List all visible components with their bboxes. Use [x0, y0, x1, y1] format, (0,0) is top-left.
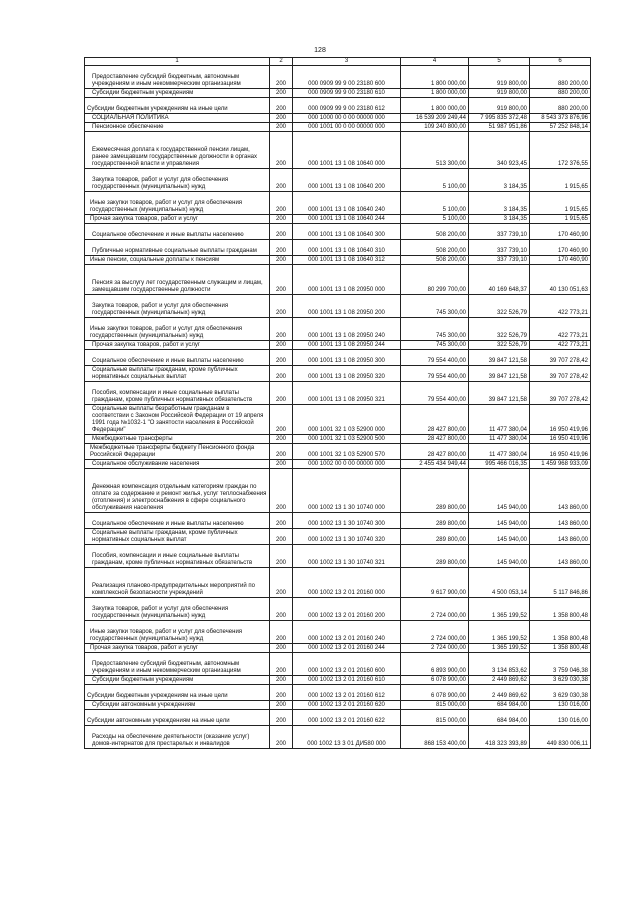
- row-executed-cell: 11 477 380,04: [469, 435, 530, 444]
- table-row: [85, 295, 591, 318]
- column-header: 3: [293, 58, 401, 66]
- row-approved-cell: 28 427 800,00: [401, 444, 469, 460]
- table-row: [85, 215, 591, 224]
- row-unexecuted-cell: 1 915,65: [530, 169, 591, 192]
- row-approved-cell: 5 100,00: [401, 192, 469, 215]
- row-budget-code-cell: 000 1002 13 3 01 ДИ580 000: [293, 726, 401, 749]
- row-name-cell: Закупка товаров, работ и услуг для обеспечения государственных (муниципальных) нужд: [85, 295, 270, 318]
- table-row: [85, 701, 591, 710]
- row-budget-code-cell: 000 1001 13 1 08 20950 200: [293, 295, 401, 318]
- row-unexecuted-cell: 1 915,65: [530, 192, 591, 215]
- row-budget-code-cell: 000 1002 13 2 01 20160 244: [293, 644, 401, 653]
- row-budget-code-cell: 000 1001 13 1 08 20950 321: [293, 382, 401, 405]
- row-approved-cell: 5 100,00: [401, 169, 469, 192]
- row-name-cell: Социальные выплаты безработным гражданам в соответствии с Законом Российской Федерации от 19 апреля 1991 года №1032-1 "О занятости населения в Российской Федерации": [85, 405, 270, 435]
- row-budget-code-cell: 000 1000 00 0 00 00000 000: [293, 114, 401, 123]
- row-executed-cell: 145 940,00: [469, 545, 530, 568]
- row-executed-cell: 684 984,00: [469, 710, 530, 726]
- row-approved-cell: 1 800 000,00: [401, 89, 469, 98]
- row-budget-code-cell: 000 1002 13 2 01 20160 000: [293, 568, 401, 598]
- row-executed-cell: 11 477 380,04: [469, 405, 530, 435]
- row-name-cell: Субсидии автономным учреждениям на иные цели: [85, 710, 270, 726]
- row-line-code-cell: 200: [270, 89, 293, 98]
- row-executed-cell: 4 500 053,14: [469, 568, 530, 598]
- row-approved-cell: 508 200,00: [401, 224, 469, 240]
- row-line-code-cell: 200: [270, 123, 293, 132]
- row-line-code-cell: 200: [270, 653, 293, 676]
- row-name-cell: Прочая закупка товаров, работ и услуг: [85, 644, 270, 653]
- row-budget-code-cell: 000 1001 13 1 08 10640 300: [293, 224, 401, 240]
- row-line-code-cell: 200: [270, 435, 293, 444]
- row-approved-cell: 2 724 000,00: [401, 621, 469, 644]
- row-name-cell: Предоставление субсидий бюджетным, автономным учреждениям и иным некоммерческим организациям: [85, 66, 270, 89]
- row-unexecuted-cell: 39 707 278,42: [530, 366, 591, 382]
- row-budget-code-cell: 000 1002 00 0 00 00000 000: [293, 460, 401, 469]
- row-name-cell: Публичные нормативные социальные выплаты гражданам: [85, 240, 270, 256]
- row-approved-cell: 5 100,00: [401, 215, 469, 224]
- row-executed-cell: 1 365 199,52: [469, 621, 530, 644]
- row-budget-code-cell: 000 1001 13 1 08 10640 312: [293, 256, 401, 265]
- row-name-cell: Иные закупки товаров, работ и услуг для обеспечения государственных (муниципальных) нужд: [85, 192, 270, 215]
- row-unexecuted-cell: 1 358 800,48: [530, 621, 591, 644]
- row-unexecuted-cell: 422 773,21: [530, 318, 591, 341]
- row-approved-cell: 79 554 400,00: [401, 350, 469, 366]
- row-unexecuted-cell: 16 950 419,96: [530, 444, 591, 460]
- row-name-cell: Субсидии бюджетным учреждениям на иные цели: [85, 685, 270, 701]
- row-unexecuted-cell: 422 773,21: [530, 295, 591, 318]
- table-row: [85, 726, 591, 749]
- row-executed-cell: 145 940,00: [469, 513, 530, 529]
- row-budget-code-cell: 000 1001 00 0 00 00000 000: [293, 123, 401, 132]
- row-line-code-cell: 200: [270, 726, 293, 749]
- row-unexecuted-cell: 130 016,00: [530, 710, 591, 726]
- row-name-cell: Расходы на обеспечение деятельности (оказание услуг) домов-интернатов для престарелых и инвалидов: [85, 726, 270, 749]
- row-line-code-cell: 200: [270, 66, 293, 89]
- table-row: [85, 318, 591, 341]
- row-executed-cell: 39 847 121,58: [469, 366, 530, 382]
- table-row: [85, 405, 591, 435]
- row-executed-cell: 3 184,35: [469, 169, 530, 192]
- table-row: [85, 435, 591, 444]
- row-executed-cell: 337 739,10: [469, 240, 530, 256]
- row-name-cell: Иные закупки товаров, работ и услуг для обеспечения государственных (муниципальных) нужд: [85, 318, 270, 341]
- row-unexecuted-cell: 880 200,00: [530, 66, 591, 89]
- row-budget-code-cell: 000 1001 32 1 03 52900 500: [293, 435, 401, 444]
- row-name-cell: Прочая закупка товаров, работ и услуг: [85, 341, 270, 350]
- table-row: [85, 469, 591, 513]
- row-line-code-cell: 200: [270, 460, 293, 469]
- row-executed-cell: 995 466 016,35: [469, 460, 530, 469]
- row-budget-code-cell: 000 1001 13 1 08 10640 200: [293, 169, 401, 192]
- row-unexecuted-cell: 422 773,21: [530, 341, 591, 350]
- table-row: [85, 350, 591, 366]
- row-approved-cell: 2 724 000,00: [401, 598, 469, 621]
- row-budget-code-cell: 000 1002 13 2 01 20160 600: [293, 653, 401, 676]
- row-line-code-cell: 200: [270, 256, 293, 265]
- row-budget-code-cell: 000 1001 13 1 08 10640 310: [293, 240, 401, 256]
- row-budget-code-cell: 000 1001 13 1 08 20950 240: [293, 318, 401, 341]
- row-unexecuted-cell: 170 460,90: [530, 240, 591, 256]
- page-number: 128: [314, 47, 326, 54]
- table-row: [85, 513, 591, 529]
- row-unexecuted-cell: 16 950 419,96: [530, 435, 591, 444]
- row-executed-cell: 2 449 869,62: [469, 676, 530, 685]
- row-name-cell: Межбюджетные трансферты: [85, 435, 270, 444]
- row-name-cell: Субсидии бюджетным учреждениям: [85, 89, 270, 98]
- table-row: [85, 460, 591, 469]
- row-name-cell: Ежемесячная доплата к государственной пенсии лицам, ранее замещавшим государственные должности в органах государственной власти и управления: [85, 132, 270, 169]
- table-row: [85, 265, 591, 295]
- table-row: [85, 256, 591, 265]
- table-row: [85, 710, 591, 726]
- row-line-code-cell: 200: [270, 568, 293, 598]
- row-unexecuted-cell: 143 860,00: [530, 513, 591, 529]
- row-executed-cell: 322 526,79: [469, 341, 530, 350]
- row-approved-cell: 868 153 400,00: [401, 726, 469, 749]
- row-line-code-cell: 200: [270, 685, 293, 701]
- row-executed-cell: 39 847 121,58: [469, 350, 530, 366]
- row-line-code-cell: 200: [270, 215, 293, 224]
- row-line-code-cell: 200: [270, 114, 293, 123]
- table-row: [85, 685, 591, 701]
- row-line-code-cell: 200: [270, 224, 293, 240]
- row-approved-cell: 508 200,00: [401, 256, 469, 265]
- row-unexecuted-cell: 1 915,65: [530, 215, 591, 224]
- row-approved-cell: 289 800,00: [401, 529, 469, 545]
- row-executed-cell: 3 184,35: [469, 215, 530, 224]
- row-budget-code-cell: 000 1002 13 1 30 10740 000: [293, 469, 401, 513]
- row-budget-code-cell: 000 0909 99 9 00 23180 612: [293, 98, 401, 114]
- row-approved-cell: 745 300,00: [401, 295, 469, 318]
- row-executed-cell: 3 134 853,62: [469, 653, 530, 676]
- row-approved-cell: 1 800 000,00: [401, 66, 469, 89]
- table-row: [85, 382, 591, 405]
- row-name-cell: Закупка товаров, работ и услуг для обеспечения государственных (муниципальных) нужд: [85, 169, 270, 192]
- row-unexecuted-cell: 143 860,00: [530, 545, 591, 568]
- table-row: [85, 66, 591, 89]
- row-budget-code-cell: 000 1002 13 2 01 20160 610: [293, 676, 401, 685]
- row-unexecuted-cell: 130 016,00: [530, 701, 591, 710]
- row-name-cell: Социальное обеспечение и иные выплаты населению: [85, 224, 270, 240]
- row-name-cell: Межбюджетные трансферты бюджету Пенсионного фонда Российской Федерации: [85, 444, 270, 460]
- table-row: [85, 444, 591, 460]
- table-row: [85, 123, 591, 132]
- row-unexecuted-cell: 8 543 373 876,96: [530, 114, 591, 123]
- row-name-cell: Субсидии автономным учреждениям: [85, 701, 270, 710]
- row-name-cell: СОЦИАЛЬНАЯ ПОЛИТИКА: [85, 114, 270, 123]
- row-name-cell: Социальные выплаты гражданам, кроме публичных нормативных социальных выплат: [85, 529, 270, 545]
- row-name-cell: Пенсионное обеспечение: [85, 123, 270, 132]
- row-line-code-cell: 200: [270, 192, 293, 215]
- row-name-cell: Пособия, компенсации и иные социальные выплаты гражданам, кроме публичных нормативных обязательств: [85, 545, 270, 568]
- row-line-code-cell: 200: [270, 444, 293, 460]
- row-budget-code-cell: 000 1001 32 1 03 52900 570: [293, 444, 401, 460]
- table-row: [85, 545, 591, 568]
- row-approved-cell: 6 078 900,00: [401, 685, 469, 701]
- row-executed-cell: 322 526,79: [469, 318, 530, 341]
- row-name-cell: Субсидии бюджетным учреждениям на иные цели: [85, 98, 270, 114]
- row-unexecuted-cell: 880 200,00: [530, 98, 591, 114]
- row-unexecuted-cell: 39 707 278,42: [530, 350, 591, 366]
- row-budget-code-cell: 000 1002 13 2 01 20160 612: [293, 685, 401, 701]
- row-line-code-cell: 200: [270, 366, 293, 382]
- row-budget-code-cell: 000 1002 13 2 01 20160 622: [293, 710, 401, 726]
- row-name-cell: Пособия, компенсации и иные социальные выплаты гражданам, кроме публичных нормативных обязательств: [85, 382, 270, 405]
- row-executed-cell: 11 477 380,04: [469, 444, 530, 460]
- row-line-code-cell: 200: [270, 295, 293, 318]
- row-approved-cell: 79 554 400,00: [401, 382, 469, 405]
- row-unexecuted-cell: 3 759 046,38: [530, 653, 591, 676]
- row-executed-cell: 7 995 835 372,48: [469, 114, 530, 123]
- row-unexecuted-cell: 5 117 846,86: [530, 568, 591, 598]
- row-unexecuted-cell: 1 358 800,48: [530, 598, 591, 621]
- row-budget-code-cell: 000 1001 13 1 08 10640 000: [293, 132, 401, 169]
- table-row: [85, 568, 591, 598]
- row-line-code-cell: 200: [270, 405, 293, 435]
- row-budget-code-cell: 000 1002 13 2 01 20160 200: [293, 598, 401, 621]
- row-approved-cell: 9 617 900,00: [401, 568, 469, 598]
- table-row: [85, 676, 591, 685]
- row-budget-code-cell: 000 1001 13 1 08 10640 244: [293, 215, 401, 224]
- row-approved-cell: 289 800,00: [401, 513, 469, 529]
- table-row: [85, 529, 591, 545]
- row-approved-cell: 289 800,00: [401, 545, 469, 568]
- row-unexecuted-cell: 57 252 848,14: [530, 123, 591, 132]
- row-budget-code-cell: 000 1001 32 1 03 52900 000: [293, 405, 401, 435]
- row-line-code-cell: 200: [270, 598, 293, 621]
- row-line-code-cell: 200: [270, 350, 293, 366]
- row-budget-code-cell: 000 1002 13 2 01 20160 620: [293, 701, 401, 710]
- column-header: 2: [270, 58, 293, 66]
- row-executed-cell: 337 739,10: [469, 256, 530, 265]
- row-executed-cell: 3 184,35: [469, 192, 530, 215]
- row-name-cell: Предоставление субсидий бюджетным, автономным учреждениям и иным некоммерческим организациям: [85, 653, 270, 676]
- row-line-code-cell: 200: [270, 382, 293, 405]
- row-executed-cell: 919 800,00: [469, 66, 530, 89]
- row-executed-cell: 1 365 199,52: [469, 644, 530, 653]
- row-unexecuted-cell: 16 950 419,96: [530, 405, 591, 435]
- row-name-cell: Иные закупки товаров, работ и услуг для обеспечения государственных (муниципальных) нужд: [85, 621, 270, 644]
- row-name-cell: Прочая закупка товаров, работ и услуг: [85, 215, 270, 224]
- table-row: [85, 132, 591, 169]
- column-header: 1: [85, 58, 270, 66]
- row-line-code-cell: 200: [270, 676, 293, 685]
- table-row: [85, 240, 591, 256]
- row-executed-cell: 322 526,79: [469, 295, 530, 318]
- row-line-code-cell: 200: [270, 545, 293, 568]
- row-unexecuted-cell: 880 200,00: [530, 89, 591, 98]
- row-approved-cell: 16 539 209 249,44: [401, 114, 469, 123]
- column-header: 4: [401, 58, 469, 66]
- table-row: [85, 598, 591, 621]
- table-row: [85, 341, 591, 350]
- row-budget-code-cell: 000 0909 99 9 00 23180 610: [293, 89, 401, 98]
- row-line-code-cell: 200: [270, 469, 293, 513]
- row-unexecuted-cell: 143 860,00: [530, 469, 591, 513]
- row-name-cell: Иные пенсии, социальные доплаты к пенсиям: [85, 256, 270, 265]
- row-budget-code-cell: 000 1001 13 1 08 10640 240: [293, 192, 401, 215]
- row-line-code-cell: 200: [270, 621, 293, 644]
- row-unexecuted-cell: 1 358 800,48: [530, 644, 591, 653]
- row-budget-code-cell: 000 1002 13 2 01 20160 240: [293, 621, 401, 644]
- row-unexecuted-cell: 39 707 278,42: [530, 382, 591, 405]
- row-line-code-cell: 200: [270, 513, 293, 529]
- row-budget-code-cell: 000 1001 13 1 08 20950 320: [293, 366, 401, 382]
- row-approved-cell: 815 000,00: [401, 701, 469, 710]
- row-approved-cell: 6 078 900,00: [401, 676, 469, 685]
- row-name-cell: Пенсия за выслугу лет государственным служащим и лицам, замещавшим государственные должности: [85, 265, 270, 295]
- row-name-cell: Реализация планово-предупредительных мероприятий по комплексной безопасности учреждений: [85, 568, 270, 598]
- row-unexecuted-cell: 170 460,90: [530, 224, 591, 240]
- row-approved-cell: 6 893 900,00: [401, 653, 469, 676]
- row-unexecuted-cell: 143 860,00: [530, 529, 591, 545]
- row-approved-cell: 2 724 000,00: [401, 644, 469, 653]
- column-header: 5: [469, 58, 530, 66]
- row-executed-cell: 919 800,00: [469, 89, 530, 98]
- row-line-code-cell: 200: [270, 529, 293, 545]
- row-unexecuted-cell: 40 130 051,63: [530, 265, 591, 295]
- row-unexecuted-cell: 449 830 006,11: [530, 726, 591, 749]
- row-executed-cell: 40 169 648,37: [469, 265, 530, 295]
- row-name-cell: Социальное обслуживание населения: [85, 460, 270, 469]
- row-line-code-cell: 200: [270, 169, 293, 192]
- row-executed-cell: 1 365 199,52: [469, 598, 530, 621]
- row-executed-cell: 2 449 869,62: [469, 685, 530, 701]
- row-line-code-cell: 200: [270, 644, 293, 653]
- row-approved-cell: 2 455 434 949,44: [401, 460, 469, 469]
- row-name-cell: Закупка товаров, работ и услуг для обеспечения государственных (муниципальных) нужд: [85, 598, 270, 621]
- row-executed-cell: 337 739,10: [469, 224, 530, 240]
- row-approved-cell: 109 240 800,00: [401, 123, 469, 132]
- row-executed-cell: 418 323 393,89: [469, 726, 530, 749]
- table-row: [85, 192, 591, 215]
- row-line-code-cell: 200: [270, 132, 293, 169]
- row-unexecuted-cell: 3 629 030,38: [530, 685, 591, 701]
- row-executed-cell: 340 923,45: [469, 132, 530, 169]
- table-row: [85, 644, 591, 653]
- table-body: [85, 66, 591, 749]
- row-line-code-cell: 200: [270, 341, 293, 350]
- row-name-cell: Субсидии бюджетным учреждениям: [85, 676, 270, 685]
- row-executed-cell: 919 800,00: [469, 98, 530, 114]
- table-row: [85, 89, 591, 98]
- row-unexecuted-cell: 1 459 968 933,09: [530, 460, 591, 469]
- row-name-cell: Социальное обеспечение и иные выплаты населению: [85, 350, 270, 366]
- row-name-cell: Социальные выплаты гражданам, кроме публичных нормативных социальных выплат: [85, 366, 270, 382]
- row-approved-cell: 28 427 800,00: [401, 405, 469, 435]
- table-row: [85, 114, 591, 123]
- table-row: [85, 366, 591, 382]
- row-approved-cell: 745 300,00: [401, 341, 469, 350]
- row-unexecuted-cell: 172 376,55: [530, 132, 591, 169]
- row-unexecuted-cell: 170 460,90: [530, 256, 591, 265]
- row-line-code-cell: 200: [270, 318, 293, 341]
- row-line-code-cell: 200: [270, 710, 293, 726]
- row-approved-cell: 289 800,00: [401, 469, 469, 513]
- table-row: [85, 621, 591, 644]
- row-budget-code-cell: 000 1001 13 1 08 20950 244: [293, 341, 401, 350]
- column-header: 6: [530, 58, 591, 66]
- row-line-code-cell: 200: [270, 265, 293, 295]
- row-budget-code-cell: 000 1002 13 1 30 10740 300: [293, 513, 401, 529]
- budget-table: [84, 57, 591, 749]
- row-approved-cell: 513 300,00: [401, 132, 469, 169]
- row-line-code-cell: 200: [270, 701, 293, 710]
- row-approved-cell: 508 200,00: [401, 240, 469, 256]
- row-executed-cell: 145 940,00: [469, 529, 530, 545]
- row-executed-cell: 145 940,00: [469, 469, 530, 513]
- row-approved-cell: 815 000,00: [401, 710, 469, 726]
- row-budget-code-cell: 000 1002 13 1 30 10740 320: [293, 529, 401, 545]
- table-row: [85, 98, 591, 114]
- row-approved-cell: 1 800 000,00: [401, 98, 469, 114]
- row-executed-cell: 51 987 951,86: [469, 123, 530, 132]
- row-approved-cell: 745 300,00: [401, 318, 469, 341]
- row-approved-cell: 80 299 700,00: [401, 265, 469, 295]
- table-row: [85, 653, 591, 676]
- row-executed-cell: 39 847 121,58: [469, 382, 530, 405]
- row-budget-code-cell: 000 1002 13 1 30 10740 321: [293, 545, 401, 568]
- table-row: [85, 224, 591, 240]
- row-name-cell: Денежная компенсация отдельным категориям граждан по оплате за содержание и ремонт жилья, услуг теплоснабжения (отопления) и электроснабжения в сфере социального обслуживания населения: [85, 469, 270, 513]
- row-executed-cell: 684 984,00: [469, 701, 530, 710]
- row-unexecuted-cell: 3 629 030,38: [530, 676, 591, 685]
- row-budget-code-cell: 000 0909 99 9 00 23180 600: [293, 66, 401, 89]
- row-line-code-cell: 200: [270, 240, 293, 256]
- row-name-cell: Социальное обеспечение и иные выплаты населению: [85, 513, 270, 529]
- table-row: [85, 169, 591, 192]
- row-budget-code-cell: 000 1001 13 1 08 20950 300: [293, 350, 401, 366]
- row-approved-cell: 28 427 800,00: [401, 435, 469, 444]
- column-number-row: [85, 58, 591, 66]
- row-budget-code-cell: 000 1001 13 1 08 20950 000: [293, 265, 401, 295]
- row-line-code-cell: 200: [270, 98, 293, 114]
- row-approved-cell: 79 554 400,00: [401, 366, 469, 382]
